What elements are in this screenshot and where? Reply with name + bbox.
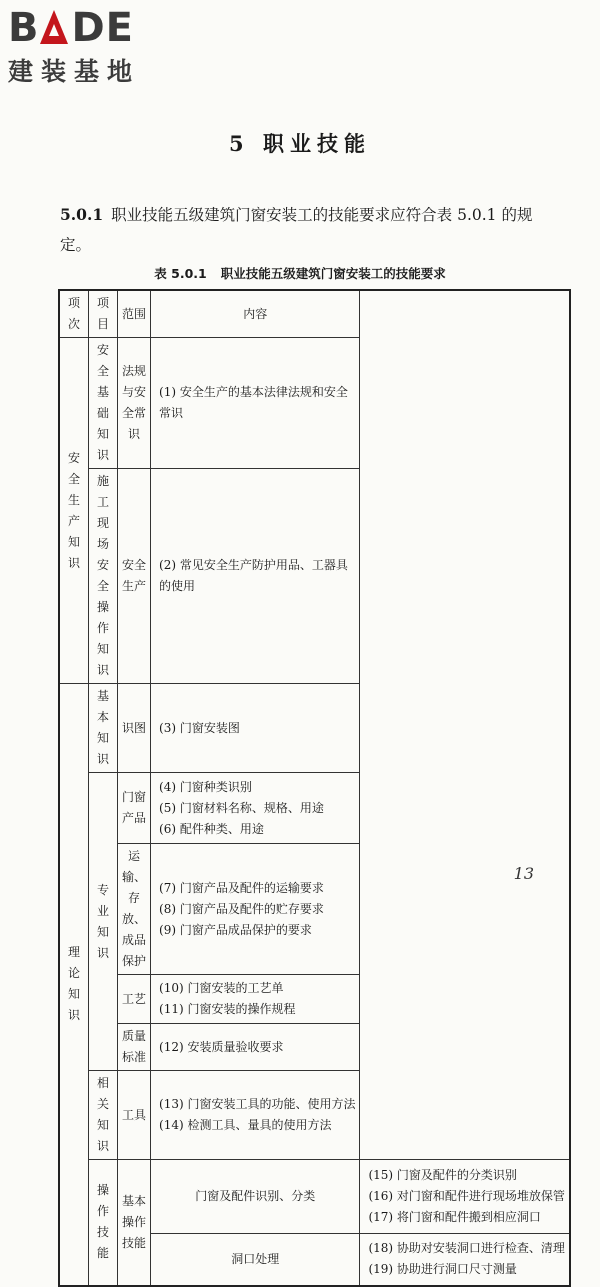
scope-cell: 安全生产 <box>118 469 151 684</box>
content-line: (12) 安装质量验收要求 <box>159 1039 284 1054</box>
category-cell: 操作技能 <box>89 1160 118 1286</box>
item-cell: 施工现场安全操作知识 <box>89 469 118 684</box>
table-row <box>59 684 570 773</box>
table-row <box>59 1024 570 1071</box>
logo-letter-a <box>40 6 72 50</box>
scope-cell: 识图 <box>118 684 151 773</box>
content-line: (11) 门窗安装的操作规程 <box>159 1002 296 1016</box>
logo-a-triangle-icon <box>40 10 68 44</box>
content-line: (8) 门窗产品及配件的贮存要求 <box>159 901 324 916</box>
scope-cell: 工具 <box>118 1071 151 1160</box>
content-cell <box>151 469 360 684</box>
content-line: (5) 门窗材料名称、规格、用途 <box>159 800 324 815</box>
table-row <box>59 338 570 469</box>
content-cell <box>360 1160 570 1234</box>
item-cell: 基本知识 <box>89 684 118 773</box>
scope-cell: 工艺 <box>118 975 151 1024</box>
table-row <box>59 1071 570 1160</box>
paragraph-number: 5.0.1 <box>60 205 104 224</box>
table-caption-number: 表 5.0.1 <box>154 266 207 281</box>
content-cell <box>151 338 360 469</box>
category-cell: 安全生产知识 <box>59 338 89 684</box>
scope-cell: 洞口处理 <box>151 1234 360 1286</box>
content-cell <box>151 1024 360 1071</box>
content-cell <box>151 975 360 1024</box>
scope-cell: 门窗及配件识别、分类 <box>151 1160 360 1234</box>
scope-cell: 门窗产品 <box>118 773 151 844</box>
table-caption <box>0 264 600 282</box>
header-scope: 范围 <box>118 290 151 338</box>
chapter-title: 5 职业技能 <box>229 131 371 156</box>
header-content: 内容 <box>151 290 360 338</box>
item-cell: 专业知识 <box>89 773 118 1071</box>
content-line: (10) 门窗安装的工艺单 <box>159 981 284 995</box>
content-cell <box>151 844 360 975</box>
content-line: (7) 门窗产品及配件的运输要求 <box>159 880 324 895</box>
table-row <box>59 975 570 1024</box>
content-line: (16) 对门窗和配件进行现场堆放保管 <box>368 1189 565 1203</box>
content-line: (14) 检测工具、量具的使用方法 <box>159 1118 332 1132</box>
header-item: 项目 <box>89 290 118 338</box>
logo-tagline: 建装基地 <box>8 57 141 86</box>
item-cell: 安全基础知识 <box>89 338 118 469</box>
content-line: (2) 常见安全生产防护用品、工器具的使用 <box>159 558 348 593</box>
bade-logo <box>8 6 140 88</box>
content-cell <box>151 1071 360 1160</box>
header-category: 项次 <box>59 290 89 338</box>
logo-letter-b: B <box>8 5 40 51</box>
table-row <box>59 1160 570 1234</box>
paragraph-text: 职业技能五级建筑门窗安装工的技能要求应符合表 5.0.1 的规定。 <box>60 206 533 254</box>
content-line: (6) 配件种类、用途 <box>159 821 264 836</box>
scope-cell: 法规与安全常识 <box>118 338 151 469</box>
item-cell: 基本操作技能 <box>118 1160 151 1286</box>
scope-cell: 质量标准 <box>118 1024 151 1071</box>
category-cell: 理论知识 <box>59 684 89 1286</box>
content-line: (15) 门窗及配件的分类识别 <box>368 1168 517 1182</box>
table-caption-title: 职业技能五级建筑门窗安装工的技能要求 <box>220 266 446 281</box>
content-cell <box>151 684 360 773</box>
content-line: (17) 将门窗和配件搬到相应洞口 <box>368 1210 541 1224</box>
table-row <box>59 469 570 684</box>
logo-letters-de: DE <box>71 5 134 51</box>
content-line: (19) 协助进行洞口尺寸测量 <box>368 1262 517 1277</box>
table-row <box>59 844 570 975</box>
content-line: (9) 门窗产品成品保护的要求 <box>159 922 312 937</box>
content-line: (13) 门窗安装工具的功能、使用方法 <box>159 1097 356 1111</box>
content-line: (1) 安全生产的基本法律法规和安全常识 <box>159 385 348 420</box>
content-line: (4) 门窗种类识别 <box>159 779 252 794</box>
page-number: 13 <box>513 864 534 883</box>
skills-table <box>58 289 571 1287</box>
content-cell <box>360 1234 570 1286</box>
content-line: (3) 门窗安装图 <box>159 720 240 735</box>
table-header-row <box>59 290 570 338</box>
item-cell: 相关知识 <box>89 1071 118 1160</box>
intro-paragraph <box>60 200 555 260</box>
content-cell <box>151 773 360 844</box>
table-row <box>59 773 570 844</box>
scope-cell: 运输、存放、成品保护 <box>118 844 151 975</box>
logo-wordmark <box>8 6 140 50</box>
content-line: (18) 协助对安装洞口进行检查、清理 <box>368 1241 565 1256</box>
